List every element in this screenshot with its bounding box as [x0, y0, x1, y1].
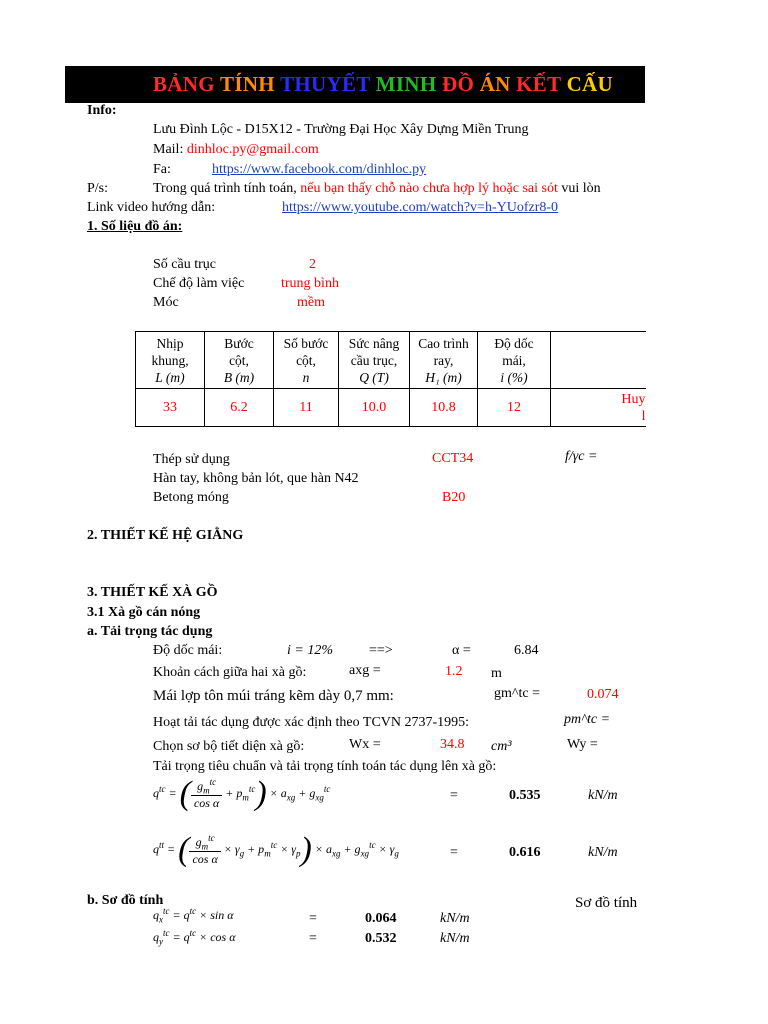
info-label: Info: — [87, 103, 117, 118]
betong-value: B20 — [442, 490, 466, 505]
arrow-symbol: ==> — [369, 643, 393, 658]
youtube-link[interactable]: https://www.youtube.com/watch?v=h-YUofzr8-0 — [282, 200, 559, 215]
qtc-eq: = — [450, 788, 458, 803]
axg-value: 1.2 — [445, 664, 463, 679]
qtc-unit: kN/m — [588, 788, 618, 803]
moc-label: Móc — [153, 295, 179, 310]
qy-value: 0.532 — [365, 931, 397, 946]
value-cell-extra[interactable]: Huy l — [551, 389, 646, 427]
wx-symbol: Wx = — [349, 737, 381, 752]
ps-text-red: nếu bạn thấy chỗ nào chưa hợp lý hoặc sai sót — [300, 181, 558, 196]
banner-title-word: ÁN — [479, 72, 517, 96]
header-cell: Số bước cột, n — [274, 332, 339, 389]
mail-label: Mail: — [153, 142, 184, 157]
che-do-label: Chế độ làm việc — [153, 276, 245, 291]
fa-label: Fa: — [153, 162, 171, 177]
header-cell-extra — [551, 332, 646, 389]
section3-title: 3. THIẾT KẾ XÀ GỒ — [87, 585, 218, 600]
tai-trong-label: Tải trọng tiêu chuẩn và tải trọng tính toán tác dụng lên xà gồ: — [153, 759, 497, 774]
qx-formula: $q_x^{tc} = q^{tc} \times \sin \alpha$ — [153, 906, 234, 925]
header-cell: Sức nâng cầu trục, Q (T) — [339, 332, 410, 389]
che-do-value: trung bình — [281, 276, 339, 291]
section2-title: 2. THIẾT KẾ HỆ GIẰNG — [87, 528, 244, 543]
do-doc-label: Độ dốc mái: — [153, 643, 223, 658]
khoang-cach-label: Khoản cách giữa hai xà gồ: — [153, 665, 307, 680]
value-cell[interactable]: 10.8 — [410, 389, 478, 427]
axg-symbol: axg = — [349, 663, 381, 678]
so-do-tinh-label: Sơ đồ tính — [575, 895, 638, 911]
mail-value[interactable]: dinhloc.py@gmail.com — [186, 142, 319, 157]
banner-title-word: KẾT — [516, 72, 567, 96]
qtc-formula: $q^{tc}$ = ( $\frac{g_m^{tc}}{\text{cos α}}$ + $p_m^{tc}) \times a_{xg} + g_{xg}^{tc}$ — [153, 775, 331, 813]
ps-text — [153, 181, 601, 197]
banner-title-word: CẤU — [566, 72, 613, 96]
video-label: Link video hướng dẫn: — [87, 200, 216, 215]
alpha-symbol: α = — [452, 643, 471, 658]
banner-title-word: ĐỒ — [442, 72, 480, 96]
qtt-formula: $q^{tt}$ = ( $\frac{g_m^{tc}}{\text{cos α}}$ × $\gamma_g + p_m^{tc} \times \gamma_p) \times a_{xg} + g_{xg}^{tc} \times \gamma_g$ — [153, 831, 399, 869]
banner-title-word: TÍNH — [220, 72, 281, 96]
header-cell: Cao trình ray, H₁ (m) — [410, 332, 478, 389]
f-gamma-label: f/γc = — [565, 449, 598, 464]
table-value-row — [136, 389, 646, 427]
qy-unit: kN/m — [440, 931, 470, 946]
pm-symbol: pm^tc = — [564, 712, 611, 727]
header-cell: Bước cột, B (m) — [205, 332, 274, 389]
author-line: Lưu Đình Lộc - D15X12 - Trường Đại Học Xây Dựng Miền Trung — [153, 122, 529, 137]
header-cell: Độ dốc mái, i (%) — [478, 332, 551, 389]
header-cell: Nhịp khung, L (m) — [136, 332, 205, 389]
section31-title: 3.1 Xà gồ cán nóng — [87, 605, 201, 620]
value-cell[interactable]: 33 — [136, 389, 205, 427]
wx-unit: cm³ — [491, 739, 512, 754]
so-cau-truc-value: 2 — [309, 257, 316, 272]
value-cell[interactable]: 11 — [274, 389, 339, 427]
thep-label: Thép sử dụng — [153, 452, 230, 467]
qtc-value: 0.535 — [509, 788, 541, 803]
qtt-unit: kN/m — [588, 845, 618, 860]
mai-lop-label: Mái lợp tôn múi tráng kẽm dày 0,7 mm: — [153, 688, 394, 704]
section3b-title: b. Sơ đồ tính — [87, 893, 164, 908]
qtt-value: 0.616 — [509, 845, 541, 860]
moc-value: mềm — [297, 295, 325, 310]
mail-row — [153, 142, 319, 158]
hoat-tai-label: Hoạt tải tác dụng được xác định theo TCVN 2737-1995: — [153, 715, 470, 730]
axg-unit: m — [491, 666, 502, 681]
value-cell[interactable]: 6.2 — [205, 389, 274, 427]
alpha-value: 6.84 — [514, 643, 539, 658]
facebook-link[interactable]: https://www.facebook.com/dinhloc.py — [212, 162, 427, 177]
qx-unit: kN/m — [440, 911, 470, 926]
han-label: Hàn tay, không bản lót, que hàn N42 — [153, 471, 359, 486]
qtt-eq: = — [450, 845, 458, 860]
gm-symbol: gm^tc = — [494, 686, 540, 701]
ps-label: P/s: — [87, 181, 109, 196]
gm-value: 0.074 — [587, 687, 619, 702]
qy-eq: = — [309, 931, 317, 946]
title-banner — [65, 66, 645, 103]
chon-label: Chọn sơ bộ tiết diện xà gồ: — [153, 739, 305, 754]
qx-value: 0.064 — [365, 911, 397, 926]
value-cell[interactable]: 12 — [478, 389, 551, 427]
section1-title: 1. Số liệu đồ án: — [87, 219, 183, 234]
table-header-row — [136, 332, 646, 389]
ps-text-black: Trong quá trình tính toán, — [153, 181, 297, 196]
banner-title-word: THUYẾT — [280, 72, 376, 96]
value-cell[interactable]: 10.0 — [339, 389, 410, 427]
wy-symbol: Wy = — [567, 737, 598, 752]
qx-eq: = — [309, 911, 317, 926]
ps-text-tail: vui lòn — [561, 181, 601, 196]
banner-title-word: BẢNG — [153, 72, 221, 96]
parameters-table — [135, 331, 646, 427]
thep-value: CCT34 — [432, 451, 474, 466]
banner-title-word: MINH — [375, 72, 443, 96]
do-doc-value: i = 12% — [287, 643, 333, 658]
wx-value: 34.8 — [440, 737, 465, 752]
qy-formula: $q_y^{tc} = q^{tc} \times \cos \alpha$ — [153, 928, 236, 947]
banner-title — [153, 72, 613, 97]
betong-label: Betong móng — [153, 490, 229, 505]
section3a-title: a. Tải trọng tác dụng — [87, 624, 213, 639]
so-cau-truc-label: Số cầu trục — [153, 257, 216, 272]
